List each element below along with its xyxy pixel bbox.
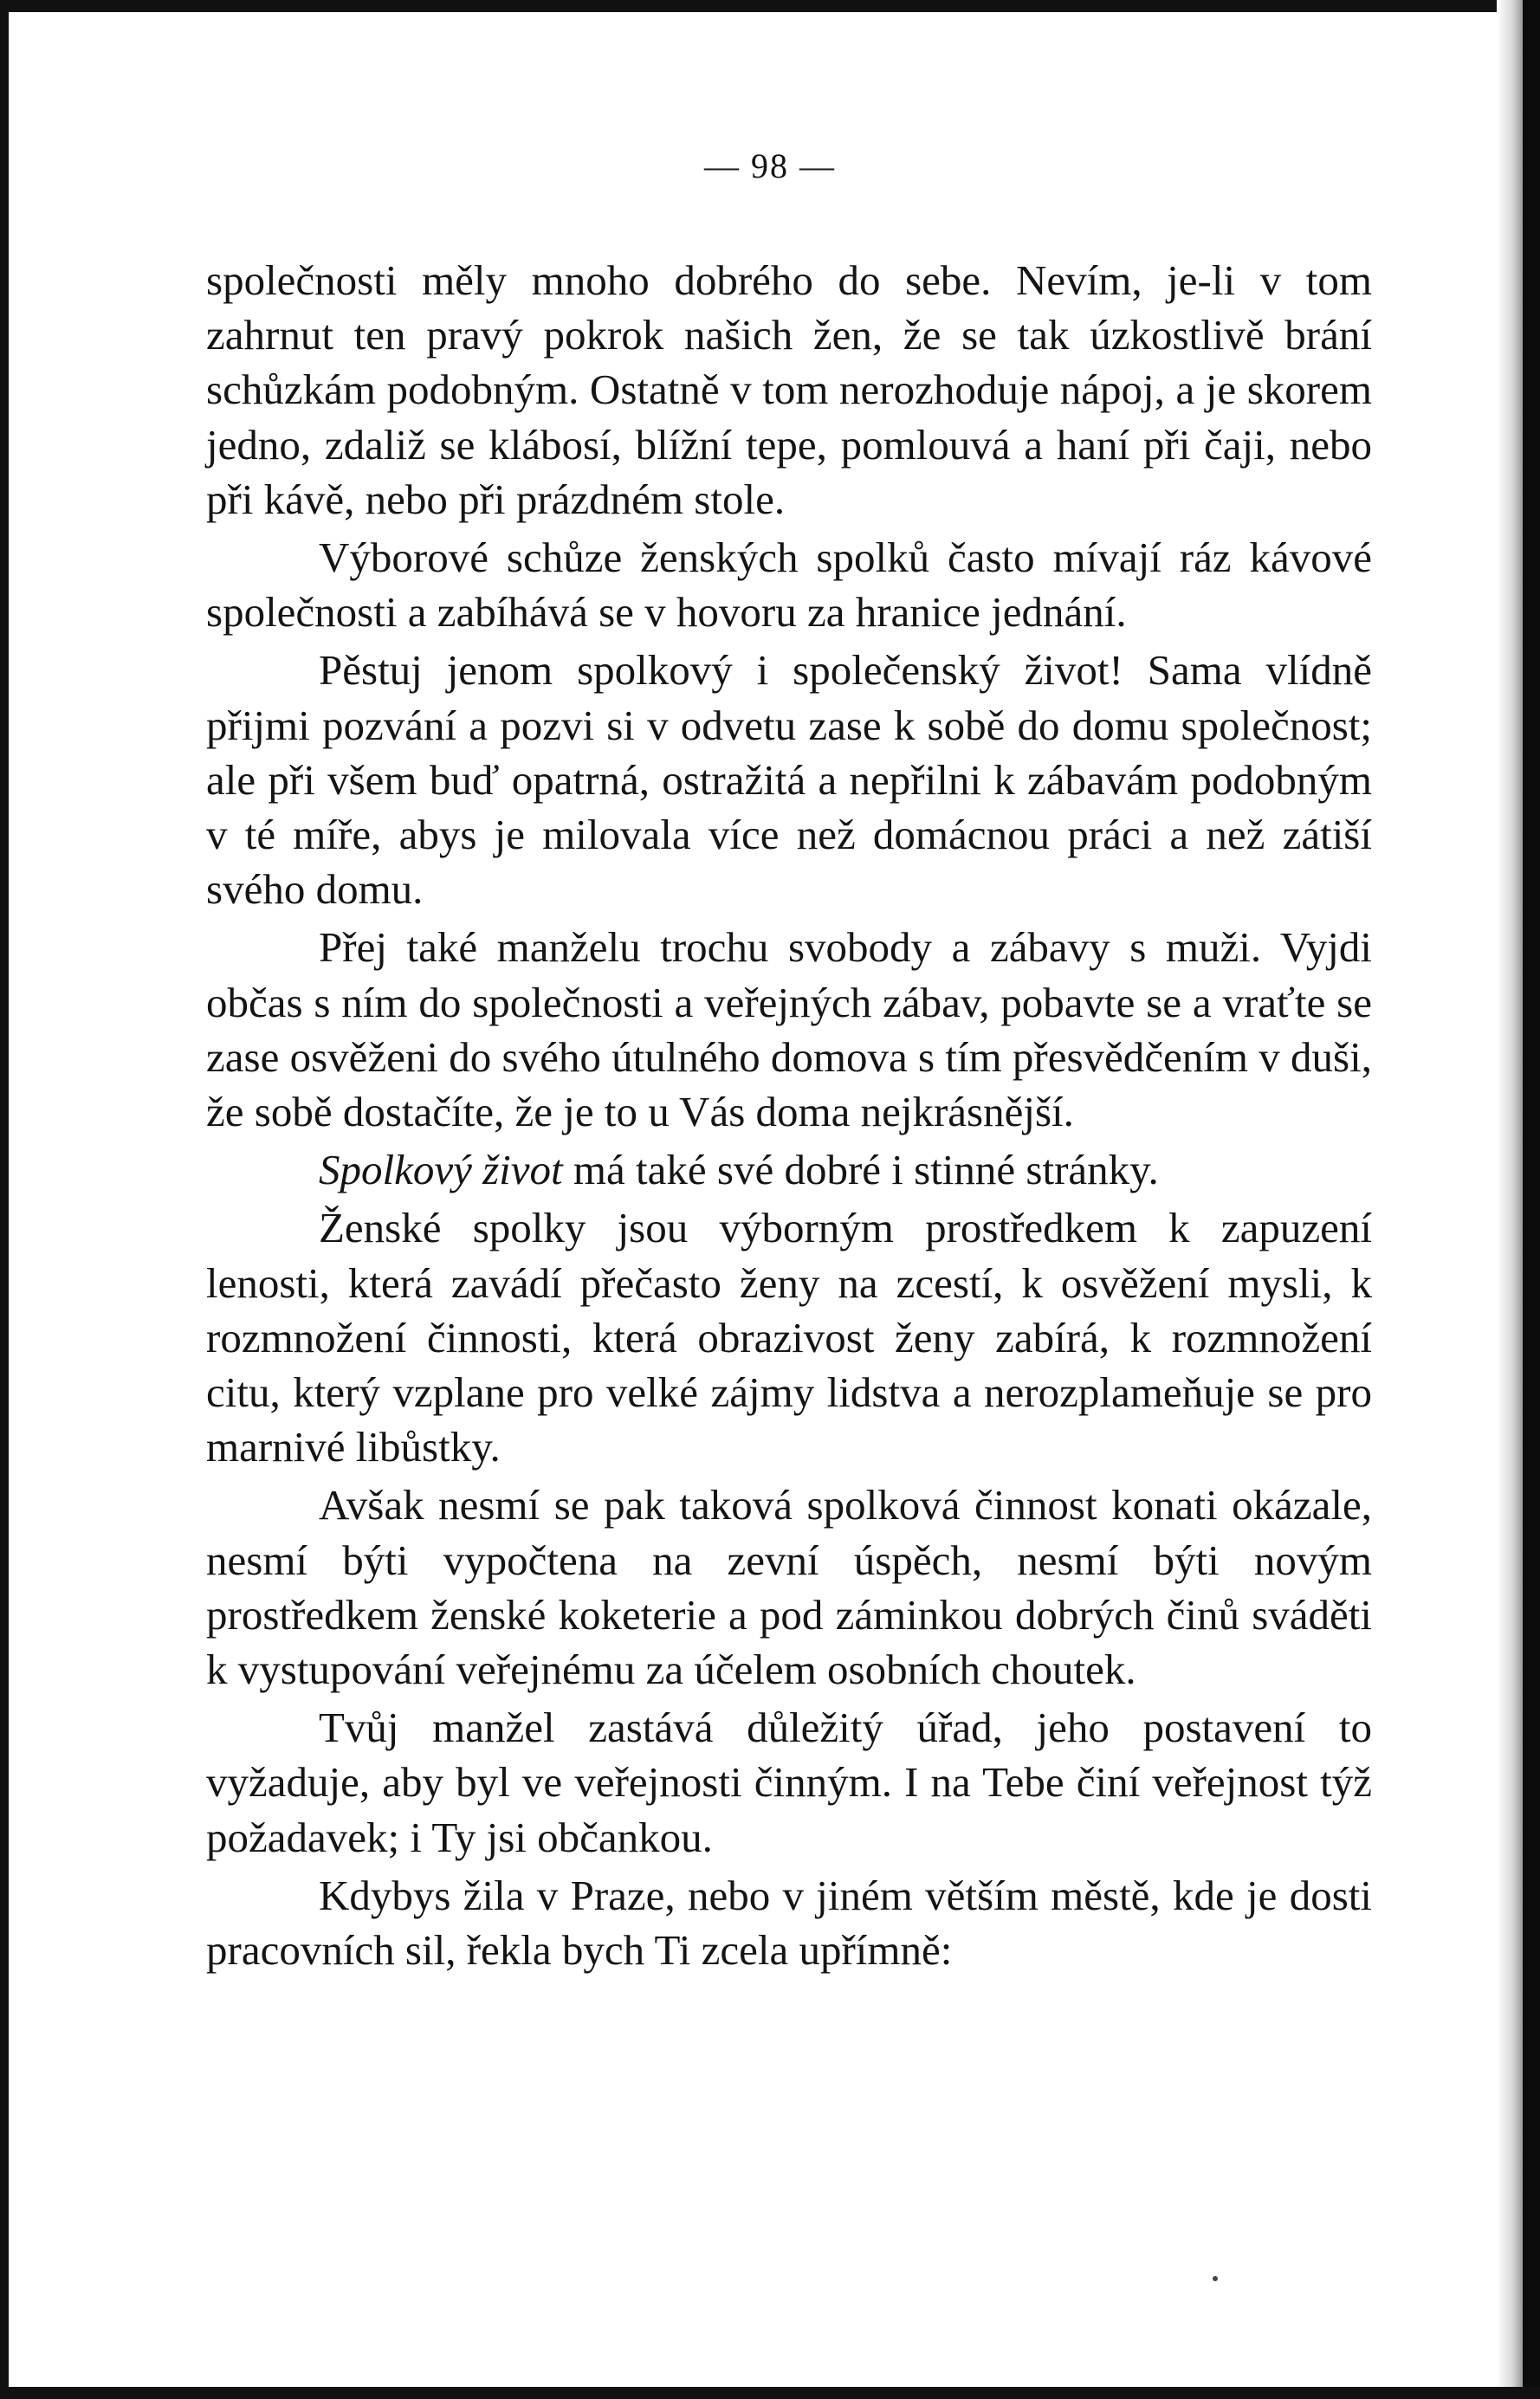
paragraph-5-rest: má také své dobré i stinné stránky. (562, 1146, 1159, 1194)
paragraph-8: Tvůj manžel zastává důležitý úřad, jeho postavení to vyžaduje, aby byl ve veřejnosti činným. I na Tebe činí veřejnost týž požadavek; i Ty jsi občankou. (206, 1704, 1372, 1861)
paper-speck (1213, 2276, 1218, 2281)
paragraph-6: Ženské spolky jsou výborným prostředkem k zapuzení lenosti, která zavádí přečasto ženy na zcestí, k osvěžení mysli, k rozmnožení činnosti, která obrazivost ženy zabírá, k rozmnožení citu, který vzplane pro velké zájmy lidstva a nerozplameňuje se pro marnivé libůstky. (206, 1204, 1372, 1471)
emphasis-spolkovy-zivot: Spolkový život (319, 1146, 563, 1194)
paragraph-2: Výborové schůze ženských spolků často mívají ráz kávové společnosti a zabíhává se v hovoru za hranice jednání. (206, 533, 1372, 637)
page-number: — 98 — (704, 146, 836, 185)
paragraph-9: Kdybys žila v Praze, nebo v jiném větším městě, kde je dosti pracovních sil, řekla bych Ti zcela upřímně: (206, 1871, 1372, 1975)
paragraph-5 (206, 1142, 1372, 1197)
paragraph-4: Přej také manželu trochu svobody a zábavy s muži. Vyjdi občas s ním do společnosti a veřejných zábav, pobavte se a vraťte se zase osvěženi do svého útulného domova s tím přesvědčením v duši, že sobě dostačíte, že je to u Vás doma nejkrásnější. (206, 923, 1372, 1136)
paragraph-1: společnosti měly mnoho dobrého do sebe. Nevím, je-li v tom zahrnut ten pravý pokrok našich žen, že se tak úzkostlivě brání schůzkám podobným. Ostatně v tom nerozhoduje nápoj, a je skorem jedno, zdaliž se klábosí, blížní tepe, pomlouvá a haní při čaji, nebo při kávě, nebo při prázdném stole. (206, 256, 1372, 523)
paragraph-3: Pěstuj jenom spolkový i společenský život! Sama vlídně přijmi pozvání a pozvi si v odvetu zase k sobě do domu společnost; ale při všem buď opatrná, ostražitá a nepřilni k zábavám podobným v té míře, abys je milovala více než domácnou práci a než zátiší svého domu. (206, 646, 1372, 914)
body-text (206, 253, 1372, 1977)
paragraph-7: Avšak nesmí se pak taková spolková činnost konati okázale, nesmí býti vypočtena na zevní úspěch, nesmí býti novým prostředkem ženské koketerie a pod záminkou dobrých činů sváděti k vystupování veřejnému za účelem osobních choutek. (206, 1481, 1372, 1694)
